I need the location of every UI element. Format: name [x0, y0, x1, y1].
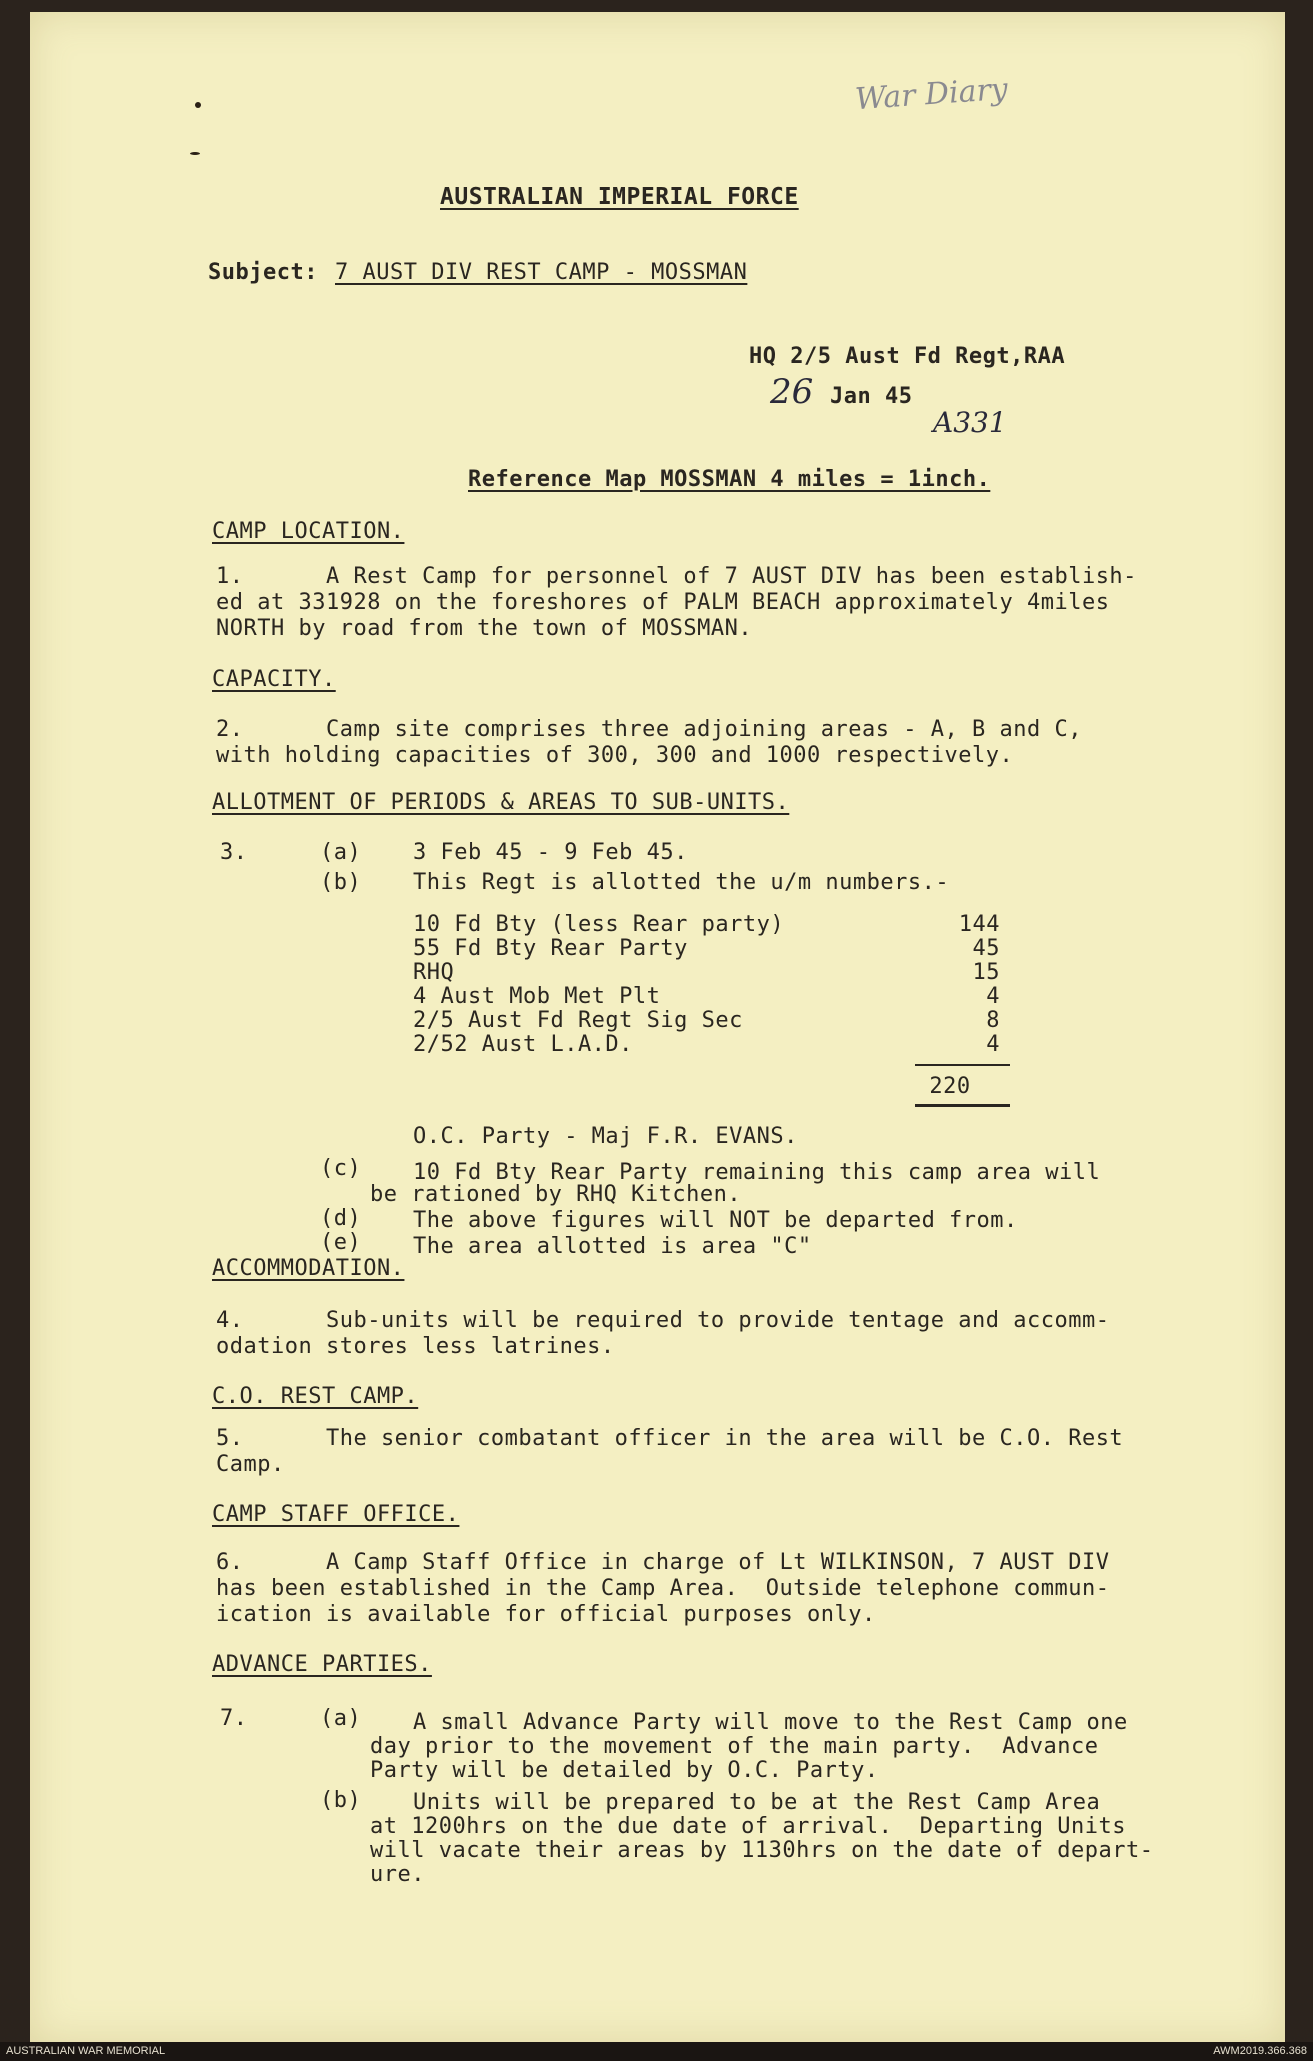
- section-heading: CAMP STAFF OFFICE.: [212, 1502, 460, 1527]
- allotment-unit: 2/52 Aust L.A.D.: [413, 1032, 633, 1057]
- item-label: (d): [320, 1206, 362, 1231]
- text-line: A small Advance Party will move to the Rest Camp one: [413, 1710, 1128, 1735]
- section-heading: C.O. REST CAMP.: [212, 1384, 419, 1409]
- footer-institution: AUSTRALIAN WAR MEMORIAL: [6, 2045, 166, 2057]
- text-line: Party will be detailed by O.C. Party.: [370, 1758, 879, 1783]
- text-line: ication is available for official purposes only.: [216, 1602, 876, 1627]
- text-line: at 1200hrs on the due date of arrival. Departing Units: [370, 1814, 1126, 1839]
- handwritten-ref: A331: [933, 406, 1007, 439]
- subject-label: Subject:: [208, 260, 318, 285]
- allotment-num: 45: [972, 936, 1000, 961]
- text-line: will vacate their areas by 1130hrs on the date of depart-: [370, 1838, 1154, 1863]
- allotment-num: 4: [986, 1032, 1000, 1057]
- allotment-num: 4: [986, 984, 1000, 1009]
- item-label: (a): [320, 1706, 362, 1731]
- text-line: 10 Fd Bty Rear Party remaining this camp area will: [413, 1160, 1101, 1185]
- item-label: (e): [320, 1230, 362, 1255]
- text-line: NORTH by road from the town of MOSSMAN.: [216, 616, 753, 641]
- section-heading: CAPACITY.: [212, 667, 336, 692]
- text-line: 6. A Camp Staff Office in charge of Lt WILKINSON, 7 AUST DIV: [216, 1550, 1110, 1575]
- text-line: The area allotted is area "C": [413, 1234, 812, 1259]
- text-line: has been established in the Camp Area. Outside telephone commun-: [216, 1576, 1110, 1601]
- text-line: This Regt is allotted the u/m numbers.-: [413, 870, 950, 895]
- item-label: (b): [320, 870, 362, 895]
- date-text: Jan 45: [830, 384, 913, 409]
- document-page: [30, 12, 1285, 2042]
- text-line: 4. Sub-units will be required to provide tentage and accomm-: [216, 1308, 1110, 1333]
- allotment-unit: 55 Fd Bty Rear Party: [413, 936, 688, 961]
- text-line: with holding capacities of 300, 300 and 1000 respectively.: [216, 743, 1014, 768]
- section-heading: CAMP LOCATION.: [212, 519, 405, 544]
- allotment-num: 144: [958, 912, 1000, 937]
- from-unit: HQ 2/5 Aust Fd Regt,RAA: [749, 344, 1066, 369]
- oc-party: O.C. Party - Maj F.R. EVANS.: [413, 1124, 798, 1149]
- text-line: The above figures will NOT be departed from.: [413, 1208, 1018, 1233]
- allotment-unit: 10 Fd Bty (less Rear party): [413, 912, 785, 937]
- text-line: odation stores less latrines.: [216, 1334, 615, 1359]
- archive-footer: [0, 2042, 1313, 2061]
- text-line: 3 Feb 45 - 9 Feb 45.: [413, 840, 688, 865]
- allotment-unit: 2/5 Aust Fd Regt Sig Sec: [413, 1008, 743, 1033]
- reference-map: Reference Map MOSSMAN 4 miles = 1inch.: [468, 467, 991, 492]
- text-line: ure.: [370, 1862, 425, 1887]
- total-rule-top: [915, 1064, 1010, 1066]
- allotment-total: 220: [929, 1074, 971, 1099]
- item-label: (a): [320, 840, 362, 865]
- ink-speck: [195, 102, 201, 108]
- ink-speck: [190, 152, 200, 155]
- text-line: be rationed by RHQ Kitchen.: [370, 1182, 742, 1207]
- allotment-unit: 4 Aust Mob Met Plt: [413, 984, 661, 1009]
- text-line: Camp.: [216, 1452, 285, 1477]
- section-heading: ADVANCE PARTIES.: [212, 1652, 432, 1677]
- allotment-unit: RHQ: [413, 960, 455, 985]
- item-number: 3.: [220, 840, 248, 865]
- text-line: 1. A Rest Camp for personnel of 7 AUST DIV has been establish-: [216, 564, 1137, 589]
- document-title: AUSTRALIAN IMPERIAL FORCE: [440, 184, 799, 210]
- text-line: ed at 331928 on the foreshores of PALM BEACH approximately 4miles: [216, 590, 1110, 615]
- item-number: 7.: [220, 1706, 248, 1731]
- allotment-num: 8: [986, 1008, 1000, 1033]
- text-line: 2. Camp site comprises three adjoining areas - A, B and C,: [216, 717, 1082, 742]
- section-heading: ALLOTMENT OF PERIODS & AREAS TO SUB-UNITS.: [212, 790, 790, 815]
- text-line: 5. The senior combatant officer in the area will be C.O. Rest: [216, 1426, 1124, 1451]
- allotment-num: 15: [972, 960, 1000, 985]
- handwritten-war-diary: War Diary: [853, 71, 1009, 118]
- footer-accession: AWM2019.366.368: [1213, 2045, 1307, 2057]
- text-line: Units will be prepared to be at the Rest Camp Area: [413, 1790, 1101, 1815]
- item-label: (c): [320, 1156, 362, 1181]
- item-label: (b): [320, 1788, 362, 1813]
- subject-text: 7 AUST DIV REST CAMP - MOSSMAN: [335, 260, 748, 285]
- total-rule-bottom: [915, 1104, 1010, 1107]
- text-line: day prior to the movement of the main party. Advance: [370, 1734, 1099, 1759]
- section-heading: ACCOMMODATION.: [212, 1256, 405, 1281]
- handwritten-date-day: 26: [770, 372, 814, 412]
